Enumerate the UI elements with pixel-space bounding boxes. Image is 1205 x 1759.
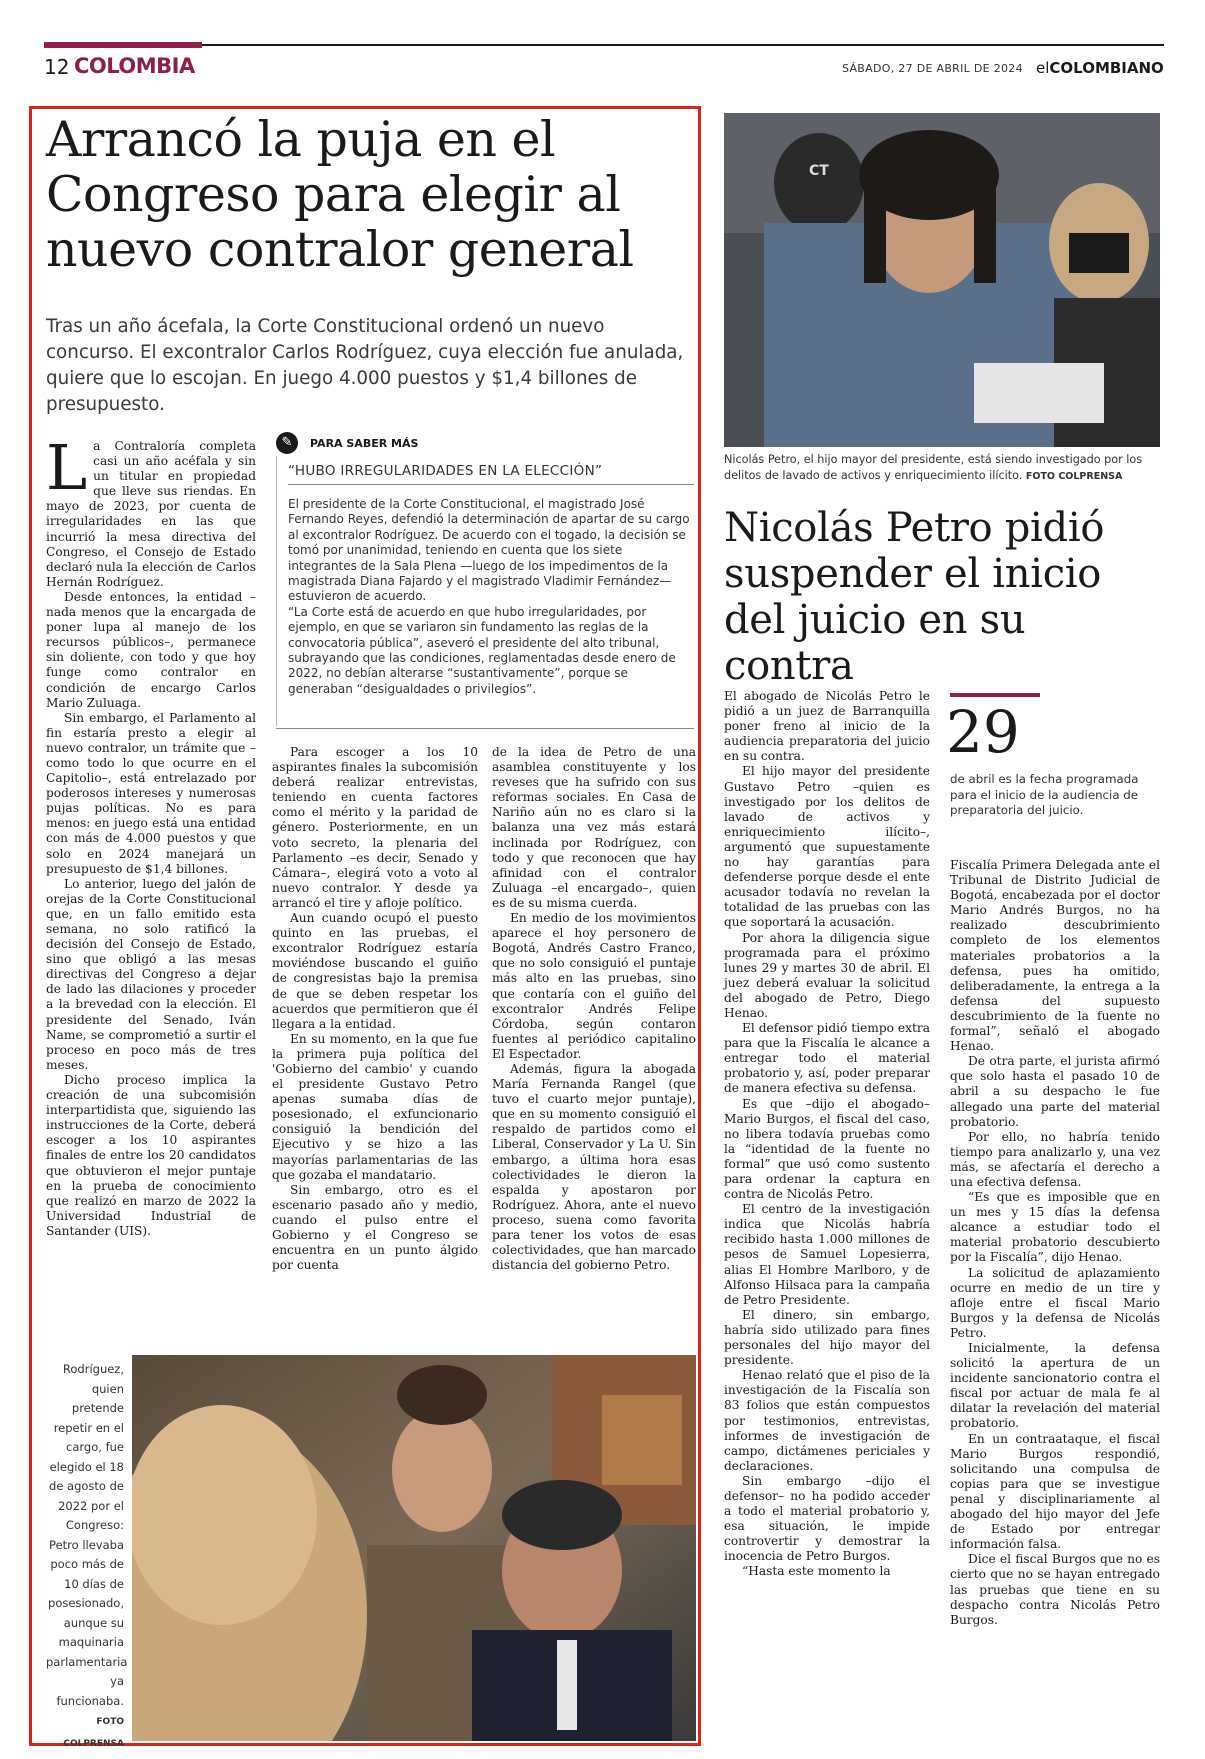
logo-prefix: el [1036,59,1050,77]
photo-credit: FOTO COLPRENSA [63,1717,124,1749]
paragraph: Fiscalía Primera Delegada ante el Tribunal de Distrito Judicial de Bogotá, encabezada por el doctor Mario Andrés Burgos, no ha realizado descubrimiento completo de los elementos materiales probatorios a la defensa, pues ha omitido, deliberadamente, la entrega a la defensa del supuesto descubrimiento de la fuente no formal”, señaló el abogado Henao. [950,858,1160,1054]
paragraph: “Es que es imposible que en un mes y 15 días la defensa alcance a estudiar todo el material probatorio descubierto por la Fiscalía”, dijo Henao. [950,1190,1160,1265]
article-column-3 [492,745,696,1273]
sidebox-title: “HUBO IRREGULARIDADES EN LA ELECCIÓN” [288,463,603,479]
paragraph: De otra parte, el jurista afirmó que solo hasta el pasado 10 de abril a su despacho le fue allegado una parte del material probatorio. [950,1054,1160,1129]
issue-date: SÁBADO, 27 DE ABRIL DE 2024 [842,62,1023,75]
paragraph: Es que –dijo el abogado– Mario Burgos, el fiscal del caso, no libera todavía pruebas como la “identidad de la fuente no formal” que usó como sustento para ordenar la captura en contra de Nicolás Petro. [724,1096,930,1202]
sidebox-body [288,497,694,697]
congress-photo-illustration [132,1355,696,1741]
paragraph: “La Corte está de acuerdo en que hubo irregularidades, por ejemplo, en que se variaron sin fundamento las reglas de la convocatoria pública”, aseveró el presidente del alto tribunal, subrayando que las condiciones, reglamentadas desde enero de 2022, no debían alterarse “sustantivamente”, porque se generaban “desigualdades o privilegios”. [288,604,676,696]
pullquote-text: de abril es la fecha programada para el inicio de la audiencia de preparatoria del juicio. [950,772,1139,817]
paragraph: Lo anterior, luego del jalón de orejas de la Corte Constitucional que, en un fallo emitido esta semana, no solo ratificó la decisión del Consejo de Estado, sino que obligó a las mesas directivas del Congreso a dejar de lado las dilaciones y proceder a la brevedad con la elección. El presidente del Senado, Iván Name, se comprometió a surtir el proceso en poco más de tres meses. [46,876,256,1072]
sidebox-divider [276,456,277,726]
article-headline: Nicolás Petro pidió suspender el inicio del juicio en su contra [724,505,1105,689]
sidebox-bottom-rule [276,728,694,729]
paragraph: Henao relató que el piso de la investigación de la Fiscalía son 83 folios que están compuestos por testimonios, entrevistas, informes de investigación de campo, dictámenes periciales y declaraciones. [724,1368,930,1473]
paragraph: Además, figura la abogada María Fernanda Rangel (que tuvo el cuarto mejor puntaje), que en su momento consiguió el respaldo de partidos como el Liberal, Conservador y La U. Sin embargo, a última hora esas colectividades le dieron la espalda y apostaron por Rodríguez. Ahora, ante el nuevo proceso, suena como favorita para tener los votos de esas colectividades, que han marcado distancia del gobierno Petro. [492,1061,696,1273]
paragraph: El defensor pidió tiempo extra para que la Fiscalía le alcance a entregar todo el material probatorio y, así, poder preparar de manera efectiva su defensa. [724,1021,930,1096]
paragraph: Para escoger a los 10 aspirantes finales la subcomisión deberá realizar entrevistas, teniendo en cuenta factores como el mérito y la paridad de género. Posteriormente, en un voto secreto, la plenaria del Parlamento –es decir, Senado y Cámara–, elegirá voto a voto al nuevo contralor. Y desde ya arrancó el tire y afloje político. [272,745,478,910]
paragraph: Sin embargo –dijo el defensor– no ha podido acceder a todo el material probatorio y, esa situación, le impide controvertir y demostrar la inocencia de Petro Burgos. [724,1473,930,1564]
paragraph: El dinero, sin embargo, habría sido utilizado para fines personales del hijo mayor del presidente. [724,1307,930,1368]
paragraph: Sin embargo, el Parlamento al fin estaría presto a elegir al nuevo contralor, un trámite que –como todo lo que ocurre en el Capitolio–, está entrelazado por poderosos intereses y numerosas pujas políticas. No es para menos: en juego está una entidad con más de 4.000 puestos y que solo en 2024 manejará un presupuesto de $1,4 billones. [46,710,256,876]
page-number: 12 [44,55,70,79]
dropcap: L [46,431,88,504]
paragraph: a Contraloría completa casi un año acéfala y sin un titular en propiedad que lleve sus riendas. En mayo de 2023, por cuenta de irregularidades en las que incurrió la mesa directiva del Congreso, el Consejo de Estado declaró nula la elección de Carlos Hernán Rodríguez. [46,439,256,589]
paragraph: Por ello, no habría tenido tiempo para analizarlo y, una vez más, se afectaría el derecho a una efectiva defensa. [950,1129,1160,1189]
article-column-2 [272,745,478,1273]
article-column-1 [46,431,256,1239]
pullquote-rule [950,693,1040,697]
paragraph: Por ahora la diligencia sigue programada para el próximo lunes 29 y martes 30 de abril. El juez deberá evaluar la solicitud del abogado de Petro, Diego Henao. [724,930,930,1020]
caption-text: Rodríguez, quien pretende repetir en el cargo, fue elegido el 18 de agosto de 2022 por el Congreso: Petro llevaba poco más de 10 días de posesionado, aunque su maquinaria parlamentaria ya funcionaba. [46,1362,128,1708]
logo-name: COLOMBIANO [1049,59,1164,77]
paragraph: Sin embargo, otro es el escenario pasado año y medio, cuando el pulso entre el Gobierno y el Congreso se encuentra en un punto álgido por cuenta [272,1182,478,1273]
paragraph: de la idea de Petro de una asamblea constituyente y los reveses que ha sufrido con sus reformas sociales. En Casa de Nariño aún no es claro si la balanza una vez más estará inclinada por Rodríguez, con todo y que reconocen que hay afinidad con el contralor Zuluaga –el encargado–, quien es de su misma cuerda. [492,745,696,910]
article-lead: Tras un año ácefala, la Corte Constitucional ordenó un nuevo concurso. El excontralor Carlos Rodríguez, cuya elección fue anulada, quiere que lo escojan. En juego 4.000 puestos y $1,4 billones de presupuesto. [46,316,684,415]
pullquote-number: 29 [946,698,1020,766]
photo-credit: FOTO COLPRENSA [1025,471,1123,482]
newspaper-logo [1036,59,1164,77]
paragraph: Desde entonces, la entidad –nada menos que la encargada de poner lupa al manejo de los recursos públicos–, permanece sin doliente, con todo y que hoy funge como contralor en condición de encargo Carlos Mario Zuluaga. [46,589,256,710]
paragraph: Dicho proceso implica la creación de una subcomisión interpartidista que, siguiendo las instrucciones de la Corte, deberá escoger a los 10 aspirantes finales de entre los 20 candidatos que obtuvieron el mejor puntaje en la prueba de conocimiento que realizó en marzo de 2022 la Universidad Industrial de Santander (UIS). [46,1072,256,1238]
paragraph: Dice el fiscal Burgos que no es cierto que no se hayan entregado las pruebas que tiene en su despacho contra Nicolás Petro Burgos. [950,1552,1160,1627]
sidebox-rule [288,484,694,485]
paragraph: “Hasta este momento la [742,1564,891,1579]
section-name: COLOMBIA [74,54,195,78]
article-column-2 [950,858,1160,1628]
paragraph: En medio de los movimientos aparece el hoy personero de Bogotá, Andrés Castro Franco, que no solo consiguió el puntaje más alto en las pruebas, sino que contaría con el guiño del excontralor Andrés Felipe Córdoba, según contaron fuentes al periódico capitalino El Espectador. [492,911,696,1061]
article-column-1 [724,689,930,1580]
paragraph: En su momento, en la que fue la primera puja política del 'Gobierno del cambio' y cuando el presidente Gustavo Petro apenas sumaba días de posesionado, el exfuncionario consiguió la bendición del Ejecutivo y se hizo a las mayorías parlamentarias de las que gozaba el mandatario. [272,1031,478,1182]
nicolas-petro-illustration [724,113,1160,447]
paragraph: En un contraataque, el fiscal Mario Burgos respondió, solicitando una compulsa de copias para que se investigue penal y disciplinariamente al abogado del hijo mayor del Jefe de Estado por entregar información falsa. [950,1431,1160,1552]
photo-caption [724,452,1164,485]
paragraph: Aun cuando ocupó el puesto quinto en las pruebas, el excontralor Rodríguez estaría moviéndose buscando el guiño de congresistas bajo la premisa de que se deben respetar los acuerdos que permitieron que él llegara a la entidad. [272,911,478,1031]
congress-photo [132,1355,696,1741]
section-tab-bar [44,42,202,48]
photo-caption [46,1360,128,1754]
top-rule [44,44,1164,46]
paragraph: El presidente de la Corte Constitucional, el magistrado José Fernando Reyes, defendió la determinación de apartar de su cargo al excontralor Rodríguez. De acuerdo con el togado, la decisión se tomó por unanimidad, teniendo en cuenta que los siete integrantes de la Sala Plena —luego de los impedimentos de la magistrada Diana Fajardo y el magistrado Vladimir Fernández— estuvieron de acuerdo. [288,497,690,604]
article-headline: Arrancó la puja en el Congreso para elegir al nuevo contralor general [46,111,634,278]
paragraph: La solicitud de aplazamiento ocurre en medio de un tire y afloje entre el fiscal Mario Burgos y la defensa de Nicolás Petro. [950,1265,1160,1340]
paragraph: El abogado de Nicolás Petro le pidió a un juez de Barranquilla poner freno al inicio de la audiencia preparatoria del juicio en su contra. [724,689,930,764]
paragraph: El hijo mayor del presidente Gustavo Petro –quien es investigado por los delitos de lavado de activos y enriquecimiento ilícito–, argumentó que supuestamente no hay garantías para defenderse porque desde el ente acusador todavía no revelan la totalidad de las pruebas con las que soportará la acusación. [724,764,930,930]
sidebox-label: PARA SABER MÁS [310,437,419,450]
nicolas-petro-photo [724,113,1160,447]
paragraph: Inicialmente, la defensa solicitó la apertura de un incidente sancionatorio contra el fiscal por actuar de mala fe al dilatar la revelación del material probatorio. [950,1341,1160,1431]
pin-icon: ✎ [276,432,298,454]
paragraph: El centro de la investigación indica que Nicolás habría recibido hasta 1.000 millones de pesos de Samuel Lopesierra, alias El Hombre Marlboro, y de Alfonso Hilsaca para la campaña de Petro Presidente. [724,1202,930,1307]
caption-text: Nicolás Petro, el hijo mayor del presidente, está siendo investigado por los delitos de lavado de activos y enriquecimiento ilícito. [724,453,1143,482]
cap-lettering: CT [809,163,829,179]
